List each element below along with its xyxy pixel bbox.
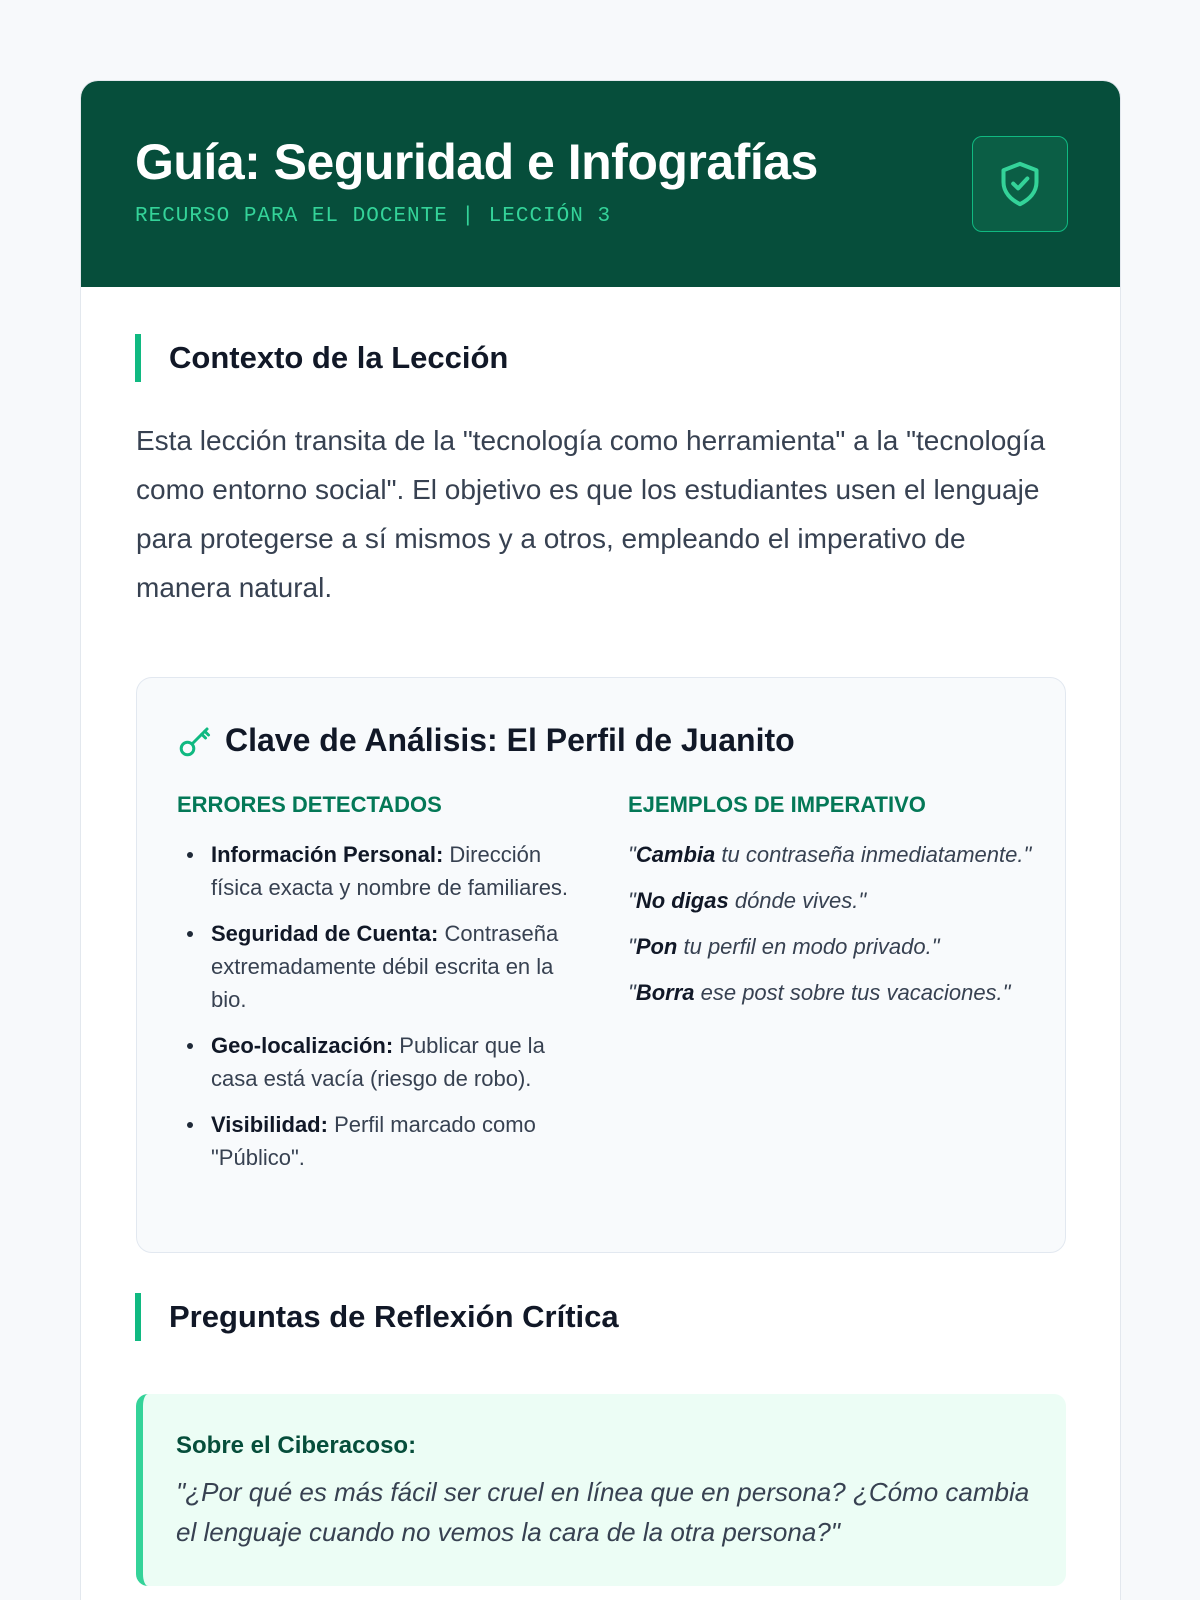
error-text: Publicar que la casa está vacía (riesgo de robo). [211,1033,545,1091]
example-item [628,930,1038,963]
example-item [628,838,1038,871]
example-item [628,976,1038,1009]
analysis-heading: Clave de Análisis: El Perfil de Juanito [225,722,795,758]
error-text: Perfil marcado como "Público". [211,1112,536,1170]
errors-title: ERRORES DETECTADOS [177,792,442,817]
example-rest: dónde vives." [728,888,867,913]
example-open-quote: " [628,934,636,959]
example-rest: tu perfil en modo privado." [677,934,940,959]
analysis-heading-row [177,722,795,759]
example-item [628,884,1038,917]
example-rest: tu contraseña inmediatamente." [715,842,1032,867]
error-text: Dirección física exacta y nombre de familiares. [211,842,569,900]
reflection-quote-box [136,1394,1066,1586]
error-item [177,1029,572,1095]
examples-title: EJEMPLOS DE IMPERATIVO [628,792,926,817]
quote-title: Sobre el Ciberacoso: [176,1432,417,1459]
error-item [177,1108,572,1174]
context-heading: Contexto de la Lección [135,334,508,382]
errors-list [177,838,572,1187]
error-label: Seguridad de Cuenta: [211,921,439,946]
example-verb: Cambia [635,842,716,867]
shield-check-icon [998,160,1042,208]
examples-list [628,838,1038,1022]
guide-header [81,81,1120,287]
example-verb: Borra [635,980,695,1005]
example-verb: Pon [635,934,678,959]
error-label: Geo-localización: [211,1033,394,1058]
shield-badge [972,136,1068,232]
page-title: Guía: Seguridad e Infografías [135,134,818,190]
lesson-guide-card [80,80,1121,1600]
analysis-key-box [136,677,1066,1253]
example-rest: ese post sobre tus vacaciones." [694,980,1011,1005]
context-text: Esta lección transita de la "tecnología como herramienta" a la "tecnología como entorno social". El objetivo es que los estudiantes usen el lenguaje para protegerse a sí mismos y a otros, empleando el imperativo de manera natural. [136,425,1046,603]
example-open-quote: " [628,888,636,913]
page-subtitle: RECURSO PARA EL DOCENTE | LECCIÓN 3 [135,205,612,228]
error-item [177,917,572,1016]
error-item [177,838,572,904]
error-text: Contraseña extremadamente débil escrita en la bio. [211,921,559,1012]
error-label: Información Personal: [211,842,444,867]
quote-text: "¿Por qué es más fácil ser cruel en línea que en persona? ¿Cómo cambia el lenguaje cuando no vemos la cara de la otra persona?" [176,1477,1030,1547]
key-icon [177,723,213,759]
example-open-quote: " [628,980,636,1005]
example-verb: No digas [635,888,729,913]
error-label: Visibilidad: [211,1112,328,1137]
example-open-quote: " [628,842,636,867]
reflection-heading: Preguntas de Reflexión Crítica [135,1293,619,1341]
